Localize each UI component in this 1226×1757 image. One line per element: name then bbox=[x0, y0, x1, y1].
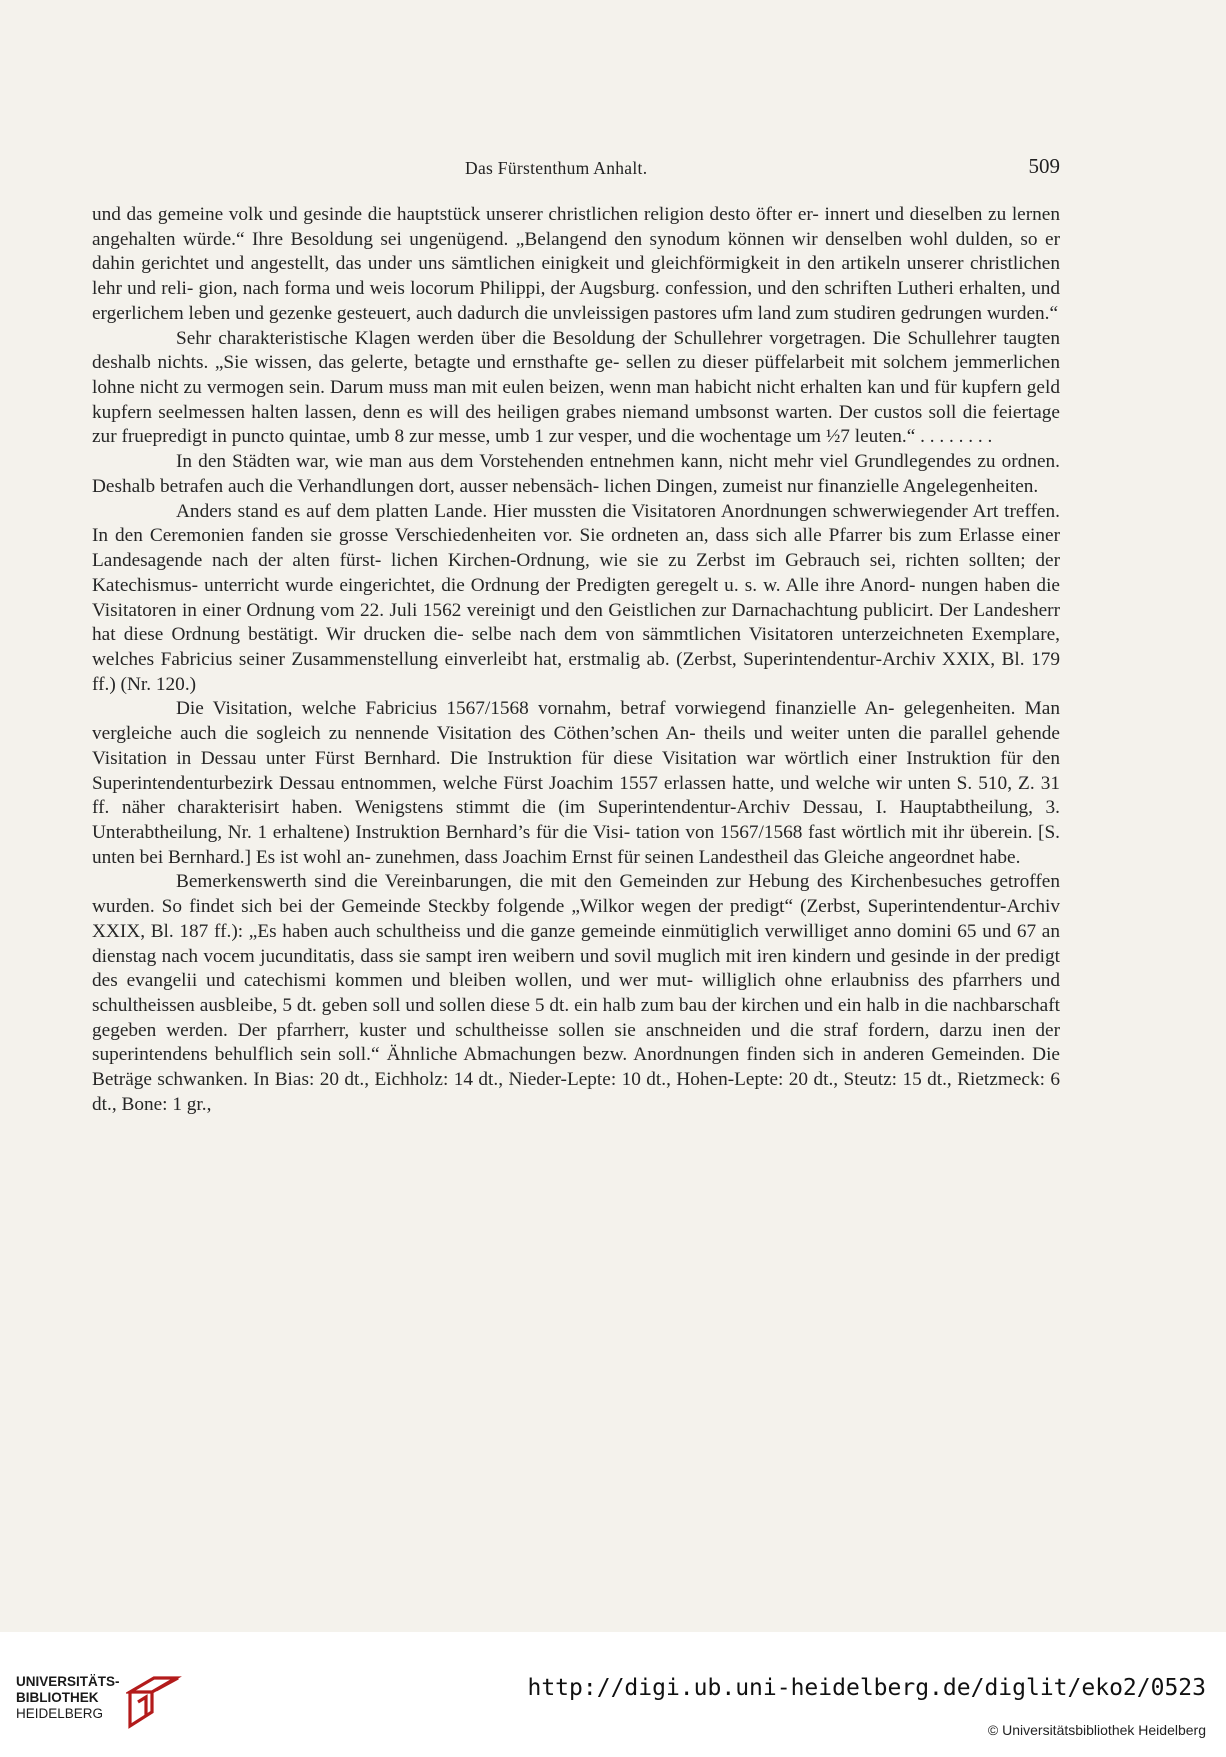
paragraph-6: Bemerkenswerth sind die Vereinbarungen, die mit den Gemeinden zur Hebung des Kirchenbesuches getroffen wurden. So findet sich bei der Gemeinde Steckby folgende „Wilkor wegen der predigt“ (Zerbst, Superintendentur-Archiv XXIX, Bl. 187 ff.): „Es haben auch schultheiss und die ganze gemeinde einmütiglich verwilliget anno domini 65 und 67 an dienstag nach vocem jucunditatis, dass sie sampt iren weibern und sovil muglich mit iren kindern und gesinde in der predigt des evangelii und catechismi kommen und bleiben wollen, und wer mut- williglich ohne erlaubniss des pfarrhers und schultheissen ausbleibe, 5 dt. geben soll und sollen diese 5 dt. ein halb zum bau der kirchen und ein halb in die nachbarschaft gegeben werden. Der pfarrherr, kuster und schultheisse sollen sie anschneiden und die straf fordern, darzu inen der superintendens behulflich sein soll.“ Ähnliche Abmachungen bezw. Anordnungen finden sich in anderen Gemeinden. Die Beträge schwanken. In Bias: 20 dt., Eichholz: 14 dt., Nieder-Lepte: 10 dt., Hohen-Lepte: 20 dt., Steutz: 15 dt., Rietzmeck: 6 dt., Bone: 1 gr., bbox=[92, 871, 1060, 1115]
source-url-link[interactable]: http://digi.ub.uni-heidelberg.de/diglit/eko2/0523 bbox=[527, 1675, 1206, 1701]
library-logo-text bbox=[16, 1674, 120, 1722]
library-seal-icon bbox=[126, 1672, 182, 1730]
paragraph-3: In den Städten war, wie man aus dem Vorstehenden entnehmen kann, nicht mehr viel Grundlegendes zu ordnen. Deshalb betrafen auch die Verhandlungen dort, ausser nebensäch- lichen Dingen, zumeist nur finanzielle Angelegenheiten. bbox=[92, 451, 1060, 497]
paragraph-5: Die Visitation, welche Fabricius 1567/1568 vornahm, betraf vorwiegend finanzielle An- gelegenheiten. Man vergleiche auch die sogleich zu nennende Visitation des Cöthen’schen An- theils und weiter unten die parallel gehende Visitation in Dessau unter Fürst Bernhard. Die Instruktion für diese Visitation war wörtlich einer Instruktion für den Superintendenturbezirk Dessau entnommen, welche Fürst Joachim 1557 erlassen hatte, und welche wir unten S. 510, Z. 31 ff. näher charakterisirt haben. Wenigstens stimmt die (im Superintendentur-Archiv Dessau, I. Hauptabtheilung, 3. Unterabtheilung, Nr. 1 erhaltene) Instruktion Bernhard’s für die Visi- tation von 1567/1568 fast wörtlich mit ihr überein. [S. unten bei Bernhard.] Es ist wohl an- zunehmen, dass Joachim Ernst für seinen Landestheil das Gleiche angeordnet habe. bbox=[92, 698, 1060, 868]
logo-line-2: BIBLIOTHEK bbox=[16, 1690, 99, 1705]
paragraph-4: Anders stand es auf dem platten Lande. Hier mussten die Visitatoren Anordnungen schwerwiegender Art treffen. In den Ceremonien fanden sie grosse Verschiedenheiten vor. Sie ordneten an, dass sich alle Pfarrer bis zum Erlasse einer Landesagende nach der alten fürst- lichen Kirchen-Ordnung, wie sie zu Zerbst im Gebrauch sei, richten sollten; der Katechismus- unterricht wurde eingerichtet, die Ordnung der Predigten geregelt u. s. w. Alle ihre Anord- nungen haben die Visitatoren in einer Ordnung vom 22. Juli 1562 vereinigt und den Geistlichen zur Darnachachtung publicirt. Der Landesherr hat diese Ordnung bestätigt. Wir drucken die- selbe nach dem von sämmtlichen Visitatoren unterzeichneten Exemplare, welches Fabricius seiner Zusammenstellung einverleibt hat, erstmalig ab. (Zerbst, Superintendentur-Archiv XXIX, Bl. 179 ff.) (Nr. 120.) bbox=[92, 500, 1060, 695]
paragraph-1: und das gemeine volk und gesinde die hauptstück unserer christlichen religion desto öfter er- innert und dieselben zu lernen angehalten würde.“ Ihre Besoldung sei ungenügend. „Belangend den synodum können wir denselben wohl dulden, so er dahin gerichtet und angestellt, das under uns sämtlichen einigkeit und gleichförmigkeit in den artikeln unserer christlichen lehr und reli- gion, nach forma und weis locorum Philippi, der Augsburg. confession, und den schriften Lutheri erhalten, und ergerlichem leben und gezenke gesteuert, auch dadurch die unvleissigen pastores ufm land zum studiren gedrungen wurden.“ bbox=[92, 204, 1060, 324]
body-text bbox=[92, 203, 1060, 1118]
running-title: Das Fürstenthum Anhalt. bbox=[465, 158, 648, 178]
logo-line-1: UNIVERSITÄTS- bbox=[16, 1674, 120, 1689]
page-number: 509 bbox=[1028, 154, 1060, 178]
copyright-notice: © Universitätsbibliothek Heidelberg bbox=[987, 1722, 1206, 1738]
footer-bar bbox=[0, 1632, 1226, 1757]
page-header bbox=[90, 150, 1060, 190]
paragraph-2: Sehr charakteristische Klagen werden über die Besoldung der Schullehrer vorgetragen. Die Schullehrer taugten deshalb nichts. „Sie wissen, das gelerte, betagte und ernsthafte ge- sellen zu dieser püffelarbeit mit solchem jemmerlichen lohne nicht zu vermogen sein. Darum muss man mit eulen beizen, wenn man habicht nicht erhalten kan und für kupfern geld kupfern seelmessen halten lassen, denn es will des heiligen grabes niemand umbsonst warten. Der custos soll die feiertage zur fruepredigt in puncto quintae, umb 8 zur messe, umb 1 zur vesper, und die wochentage um ½7 leuten.“ . . . . . . . . bbox=[92, 327, 1060, 448]
library-logo[interactable] bbox=[16, 1672, 186, 1742]
logo-line-3: HEIDELBERG bbox=[16, 1706, 104, 1721]
